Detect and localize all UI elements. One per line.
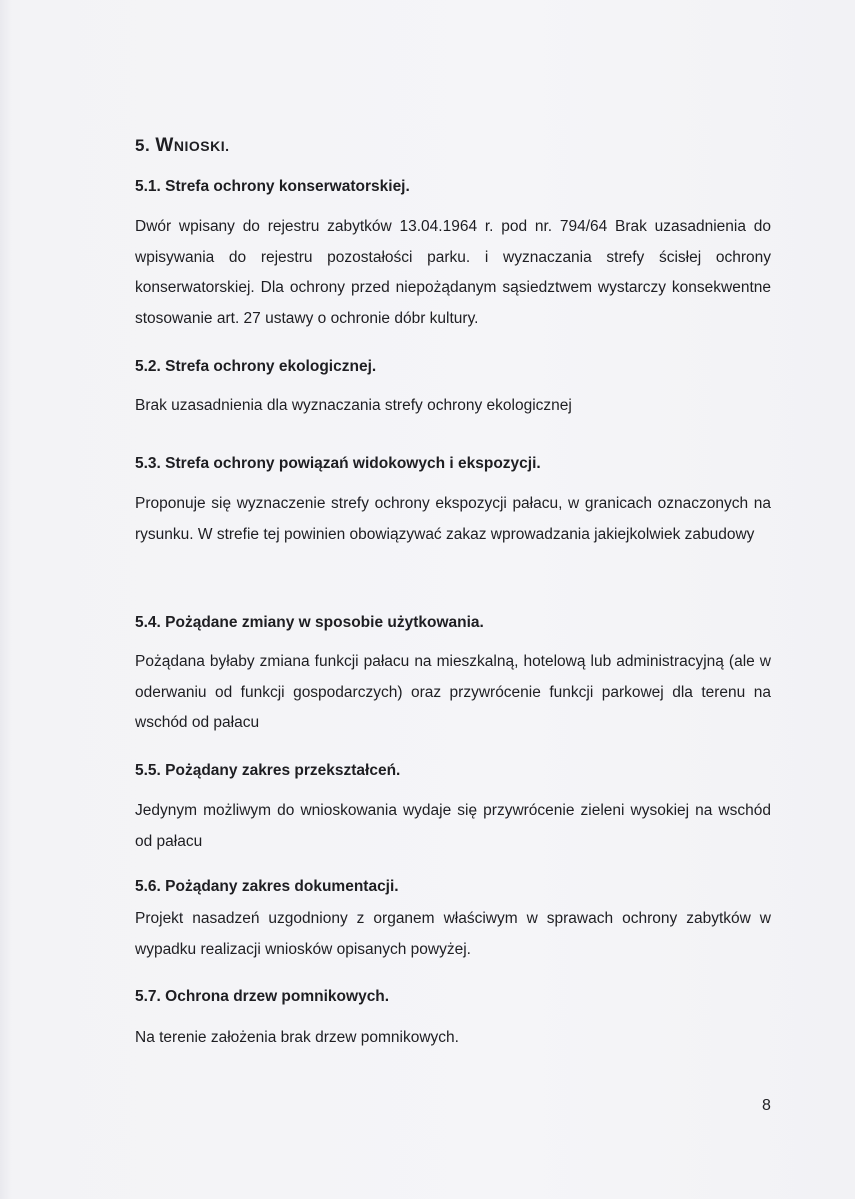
- subsection-text-5-6: Projekt nasadzeń uzgodniony z organem właściwym w sprawach ochrony zabytków w wypadku realizacji wniosków opisanych powyżej.: [135, 910, 771, 958]
- subsection-text-5-2: Brak uzasadnienia dla wyznaczania strefy ochrony ekologicznej: [135, 397, 572, 414]
- subsection-text-5-7: Na terenie założenia brak drzew pomnikowych.: [135, 1029, 459, 1046]
- subsection-heading-5-5: 5.5. Pożądany zakres przekształceń.: [135, 762, 401, 779]
- section-heading: [135, 135, 229, 157]
- subsection-text-5-3: Proponuje się wyznaczenie strefy ochrony ekspozycji pałacu, w granicach oznaczonych na rysunku. W strefie tej powinien obowiązywać zakaz wprowadzania jakiejkolwiek zabudowy: [135, 495, 771, 543]
- subsection-heading-5-4: 5.4. Pożądane zmiany w sposobie użytkowania.: [135, 614, 484, 631]
- page-number: 8: [762, 1097, 771, 1114]
- subsection-text-5-1: Dwór wpisany do rejestru zabytków 13.04.1964 r. pod nr. 794/64 Brak uzasadnienia do wpisywania do rejestru pozostałości parku. i wyznaczania strefy ścisłej ochrony konserwatorskiej. Dla ochrony przed niepożądanym sąsiedztwem wystarczy konsekwentne stosowanie art. 27 ustawy o ochronie dóbr kultury.: [135, 218, 771, 327]
- section-title-rest: NIOSKI.: [173, 138, 230, 154]
- subsection-heading-5-3: 5.3. Strefa ochrony powiązań widokowych i ekspozycji.: [135, 455, 541, 472]
- subsection-text-5-5: Jedynym możliwym do wnioskowania wydaje się przywrócenie zieleni wysokiej na wschód od pałacu: [135, 802, 771, 850]
- section-number: 5.: [135, 136, 151, 155]
- section-title-initial: W: [155, 135, 174, 156]
- subsection-heading-5-2: 5.2. Strefa ochrony ekologicznej.: [135, 358, 377, 375]
- subsection-heading-5-7: 5.7. Ochrona drzew pomnikowych.: [135, 988, 390, 1005]
- subsection-text-5-4: Pożądana byłaby zmiana funkcji pałacu na mieszkalną, hotelową lub administracyjną (ale w oderwaniu od funkcji gospodarczych) oraz przywrócenie funkcji parkowej dla terenu na wschód od pałacu: [135, 653, 771, 731]
- subsection-heading-5-6: 5.6. Pożądany zakres dokumentacji.: [135, 878, 399, 895]
- subsection-heading-5-1: 5.1. Strefa ochrony konserwatorskiej.: [135, 178, 410, 195]
